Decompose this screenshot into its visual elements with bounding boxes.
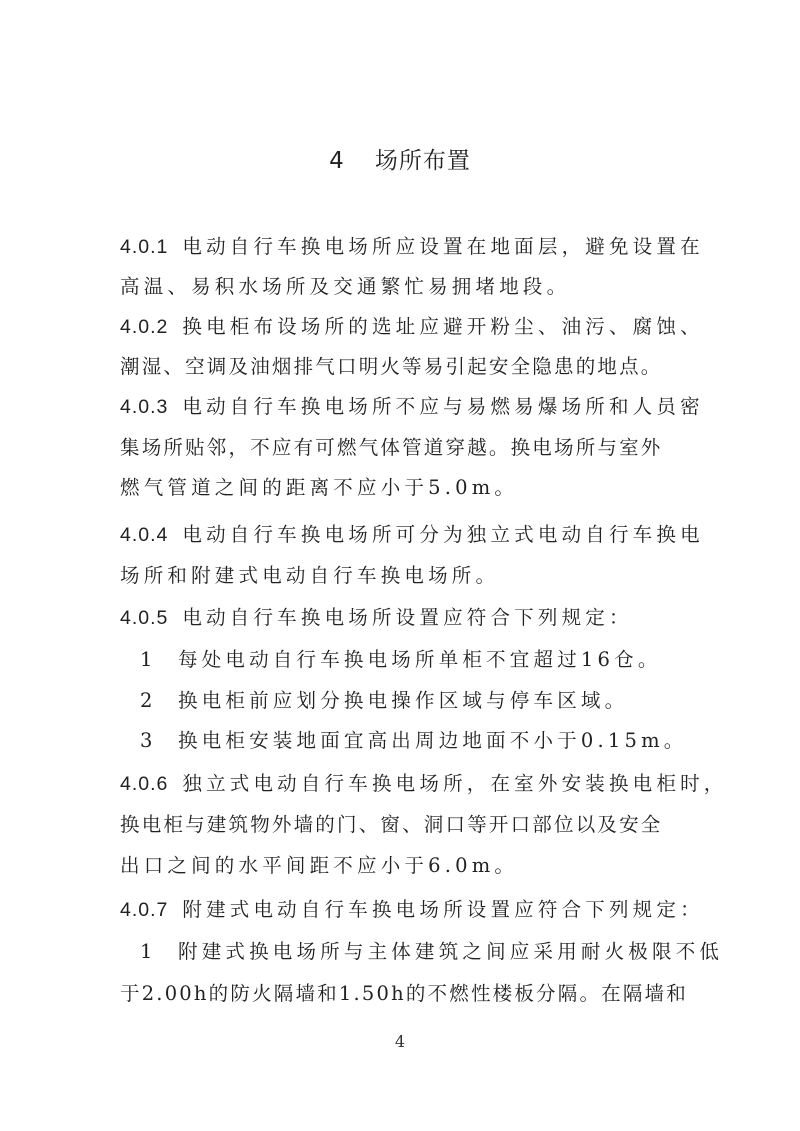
- clause-4-0-7-item-1-line-2: [120, 974, 688, 1014]
- clause-number: 4.0.5: [120, 607, 169, 629]
- clause-4-0-5-item-1: [120, 640, 680, 680]
- clause-text: 电动自行车换电场所设置应符合下列规定：: [182, 606, 633, 629]
- clause-number: 4.0.6: [120, 773, 169, 795]
- item-number: 3: [140, 729, 153, 752]
- clause-4-0-1-line-2: [120, 267, 680, 307]
- clause-number: 4.0.7: [120, 899, 169, 921]
- clause-4-0-7-item-1: [120, 932, 724, 972]
- clause-4-0-4-line-2: [120, 556, 680, 596]
- clause-text: 换电柜布设场所的选址应避开粉尘、油污、腐蚀、: [182, 315, 704, 338]
- clause-number: 4.0.4: [120, 524, 169, 546]
- clause-text: 电动自行车换电场所不应与易燃易爆场所和人员密: [182, 395, 704, 418]
- clause-number: 4.0.2: [120, 316, 169, 338]
- clause-text: 换电柜与建筑物外墙的门、窗、洞口等开口部位以及安全: [120, 813, 663, 836]
- clause-text: 潮湿、空调及油烟排气口明火等易引起安全隐患的地点。: [120, 355, 663, 378]
- clause-4-0-2-line-1: [120, 307, 704, 347]
- item-number: 2: [140, 689, 153, 712]
- chapter-number: 4: [329, 148, 345, 174]
- clause-text: 高温、易积水场所及交通繁忙易拥堵地段。: [120, 275, 571, 298]
- clause-4-0-5-item-2: [120, 681, 680, 721]
- item-text: 每处电动自行车换电场所单柜不宜超过16仓。: [178, 648, 662, 671]
- item-text: 于2.00h的防火隔墙和1.50h的不燃性楼板分隔。在隔墙和: [120, 982, 688, 1005]
- clause-text: 独立式电动自行车换电场所，在室外安装换电柜时，: [182, 772, 728, 795]
- clause-text: 附建式电动自行车换电场所设置应符合下列规定：: [182, 898, 704, 921]
- page-number: 4: [394, 1032, 406, 1051]
- chapter-heading: [0, 142, 800, 175]
- clause-text: 集场所贴邻，不应有可燃气体管道穿越。换电场所与室外: [120, 436, 663, 459]
- clause-text: 电动自行车换电场所应设置在地面层，避免设置在: [182, 235, 704, 258]
- clause-4-0-6-line-2: [120, 805, 680, 845]
- clause-text: 场所和附建式电动自行车换电场所。: [120, 564, 500, 587]
- clause-4-0-6-line-1: [120, 764, 728, 804]
- clause-4-0-3-line-1: [120, 387, 704, 427]
- item-text: 附建式换电场所与主体建筑之间应采用耐火极限不低: [178, 940, 724, 963]
- clause-4-0-4-line-1: [120, 515, 704, 555]
- clause-4-0-2-line-2: [120, 347, 680, 387]
- clause-text: 出口之间的水平间距不应小于6.0m。: [120, 854, 519, 877]
- item-number: 1: [140, 648, 153, 671]
- clause-4-0-6-line-3: [120, 846, 680, 886]
- clause-4-0-3-line-3: [120, 468, 680, 508]
- item-text: 换电柜安装地面宜高出周边地面不小于0.15m。: [178, 729, 688, 752]
- clause-number: 4.0.3: [120, 396, 169, 418]
- chapter-title: 场所布置: [374, 148, 471, 174]
- clause-4-0-5-item-3: [120, 721, 688, 761]
- clause-4-0-7-line-1: [120, 890, 704, 930]
- item-number: 1: [140, 940, 153, 963]
- clause-4-0-5-line-1: [120, 598, 680, 638]
- item-text: 换电柜前应划分换电操作区域与停车区域。: [178, 689, 629, 712]
- clause-text: 电动自行车换电场所可分为独立式电动自行车换电: [182, 523, 704, 546]
- clause-4-0-3-line-2: [120, 428, 680, 468]
- clause-number: 4.0.1: [120, 236, 169, 258]
- clause-text: 燃气管道之间的距离不应小于5.0m。: [120, 476, 519, 499]
- clause-4-0-1-line-1: [120, 227, 704, 267]
